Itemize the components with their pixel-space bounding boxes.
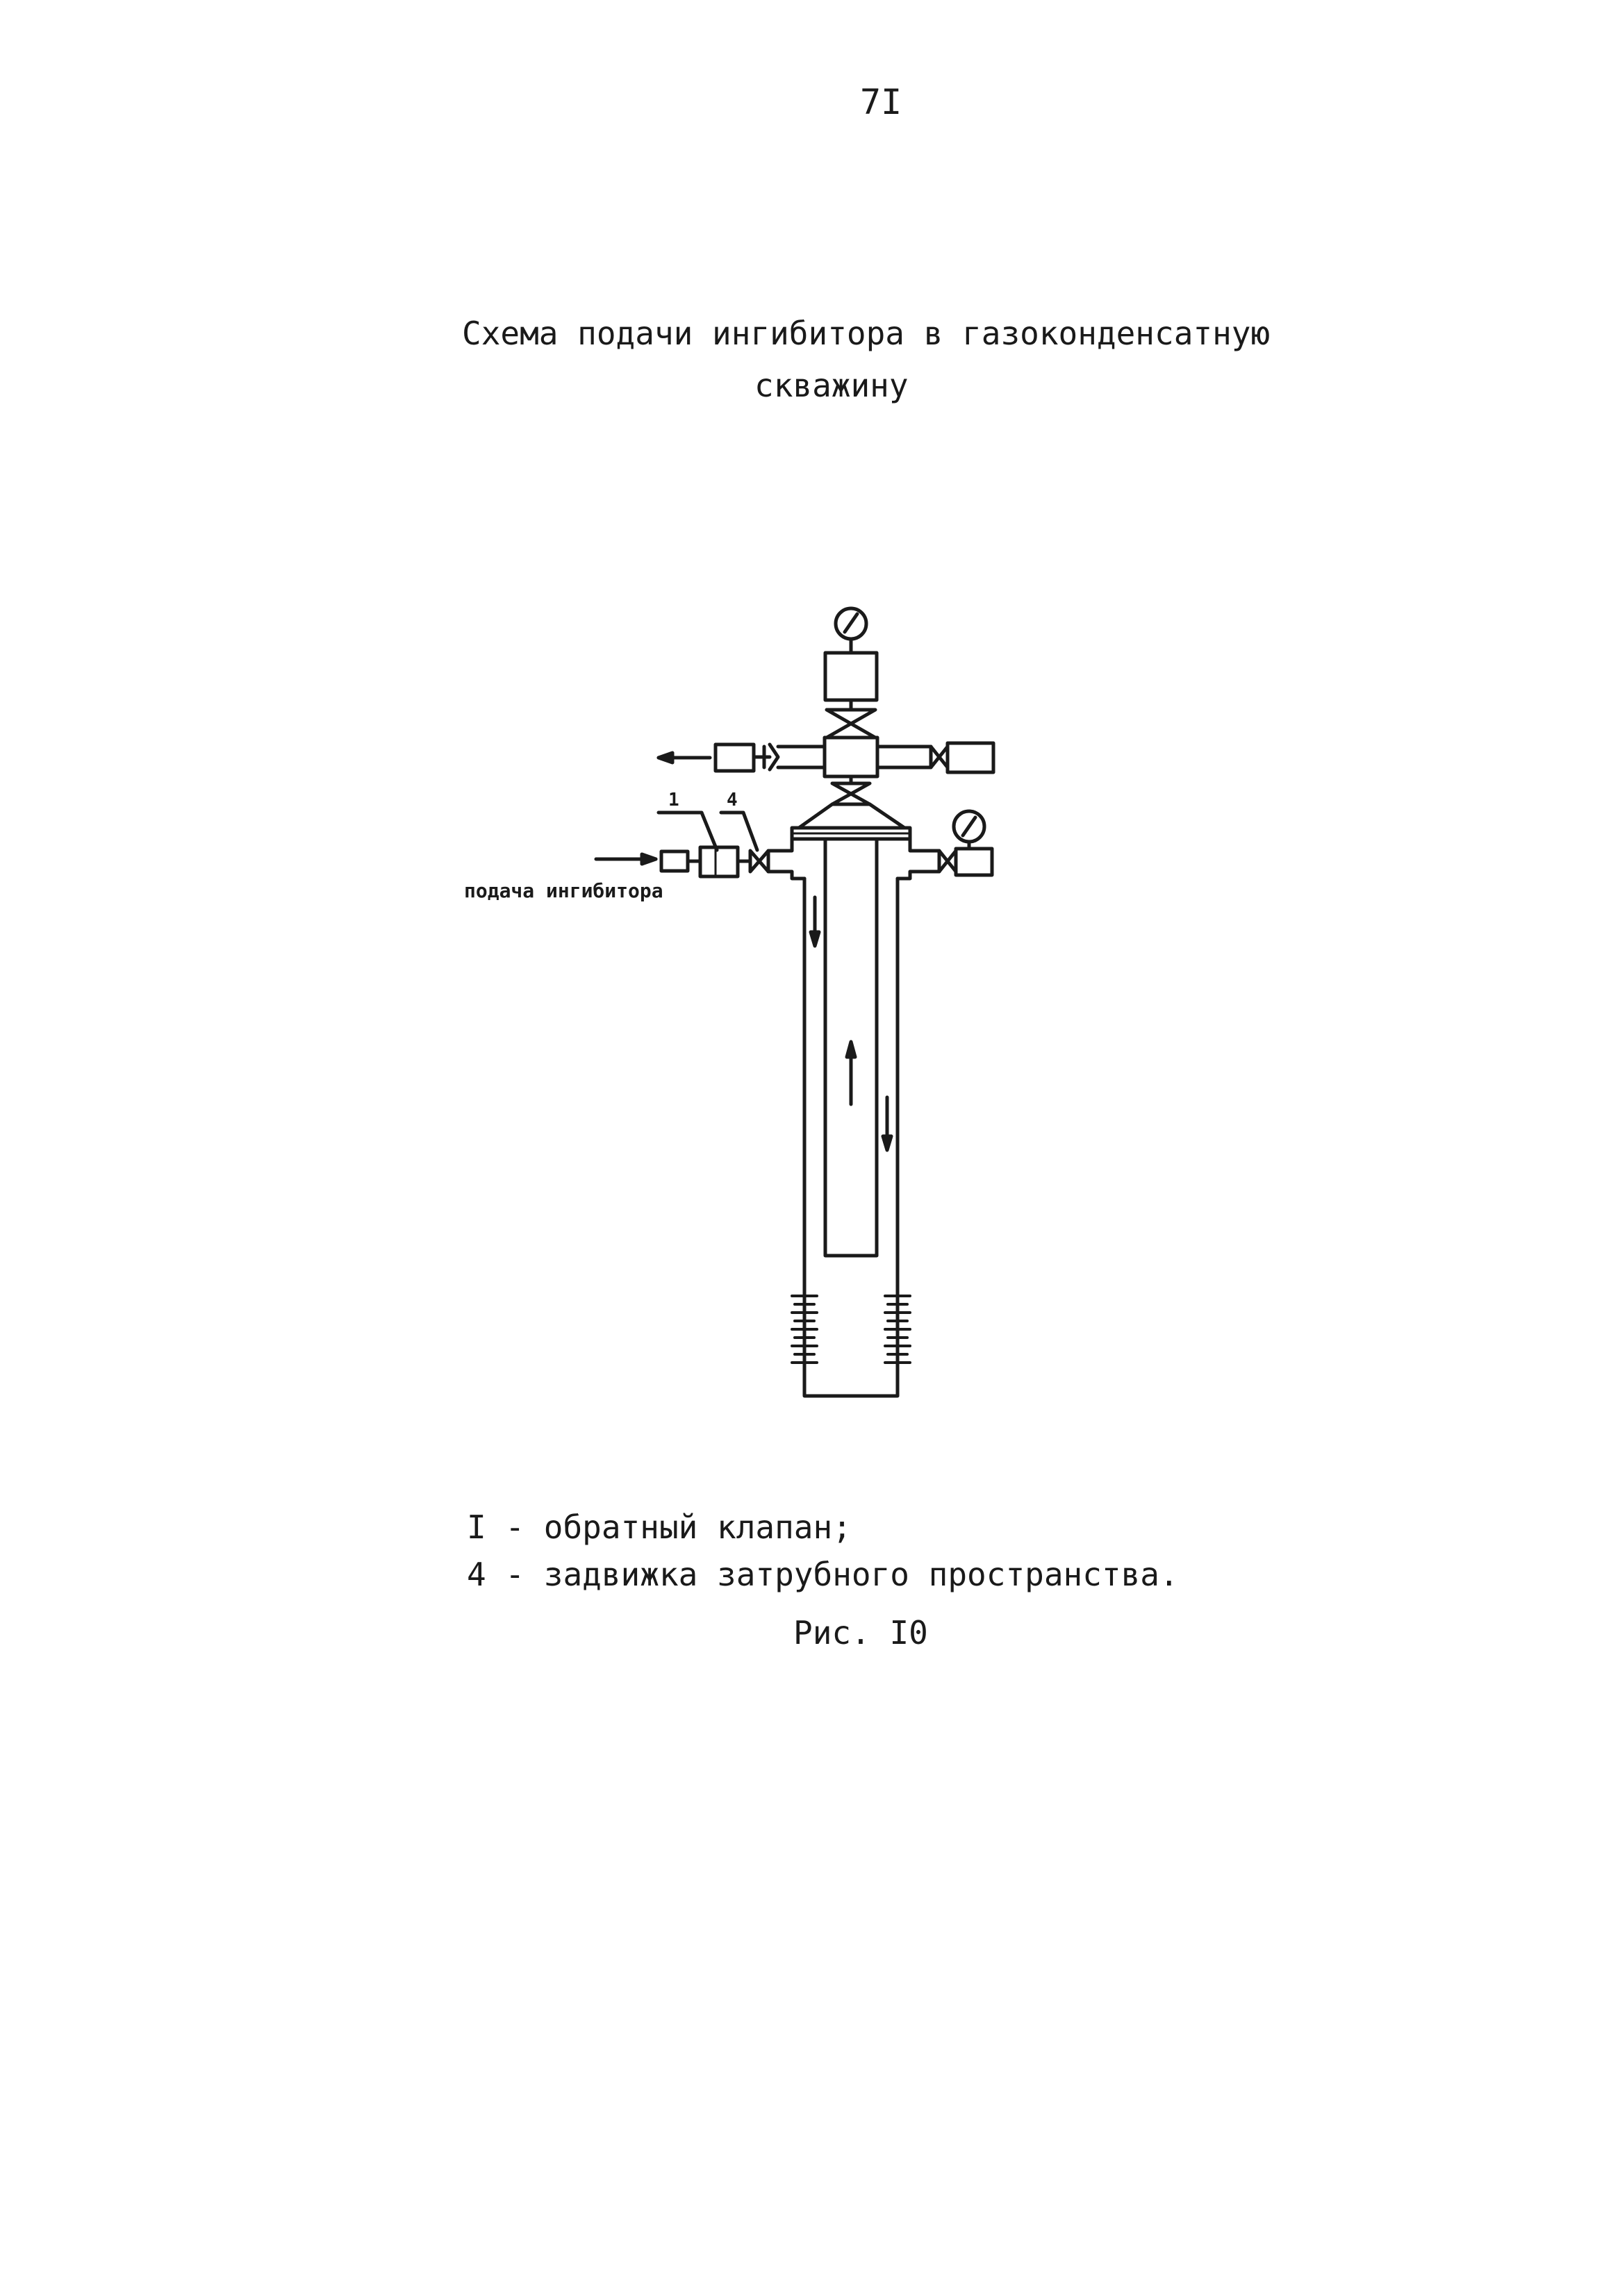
legend-item-1: I - обратный клапан; bbox=[467, 1508, 852, 1546]
inhibitor-feed-label: подача ингибитора bbox=[464, 879, 663, 902]
figure-caption: Рис. I0 bbox=[793, 1614, 928, 1652]
callout-leader-4 bbox=[721, 813, 757, 850]
tubing-head-adapter bbox=[799, 804, 904, 828]
top-valve-icon bbox=[827, 710, 875, 738]
annulus-down-arrow-left-icon bbox=[811, 897, 819, 946]
callout-leader-1 bbox=[659, 813, 717, 850]
feed-inlet-fitting bbox=[661, 851, 688, 871]
top-pressure-gauge-icon bbox=[836, 608, 866, 653]
legend-item-2: 4 - задвижка затрубного пространства. bbox=[467, 1556, 1179, 1593]
annulus-pressure-gauge-icon bbox=[954, 811, 984, 842]
callout-1-label: 1 bbox=[668, 790, 679, 810]
callout-4-label: 4 bbox=[727, 790, 738, 810]
annulus-right-valve-icon bbox=[939, 851, 956, 872]
check-valve-1 bbox=[700, 847, 738, 876]
right-wing-outlet bbox=[948, 743, 993, 772]
right-wing-valve-icon bbox=[931, 747, 948, 767]
annulus-down-arrow-right-icon bbox=[883, 1097, 891, 1150]
cross-fitting bbox=[825, 738, 877, 776]
inhibitor-feed-arrow-icon bbox=[596, 854, 656, 864]
left-wing-outlet bbox=[716, 744, 754, 771]
figure-title-line-2: скважину bbox=[754, 367, 909, 404]
outflow-arrow-icon bbox=[659, 753, 710, 763]
annulus-right-outlet bbox=[956, 849, 992, 875]
annulus-valve-4-icon bbox=[750, 851, 768, 872]
tubing-up-arrow-icon bbox=[847, 1042, 855, 1104]
casing-head bbox=[778, 839, 924, 879]
figure-title-line-1: Схема подачи ингибитора в газоконденсатную bbox=[462, 315, 1271, 352]
gauge-housing bbox=[825, 653, 877, 700]
page-number: 7I bbox=[860, 82, 902, 122]
lower-valve-icon bbox=[832, 783, 870, 804]
